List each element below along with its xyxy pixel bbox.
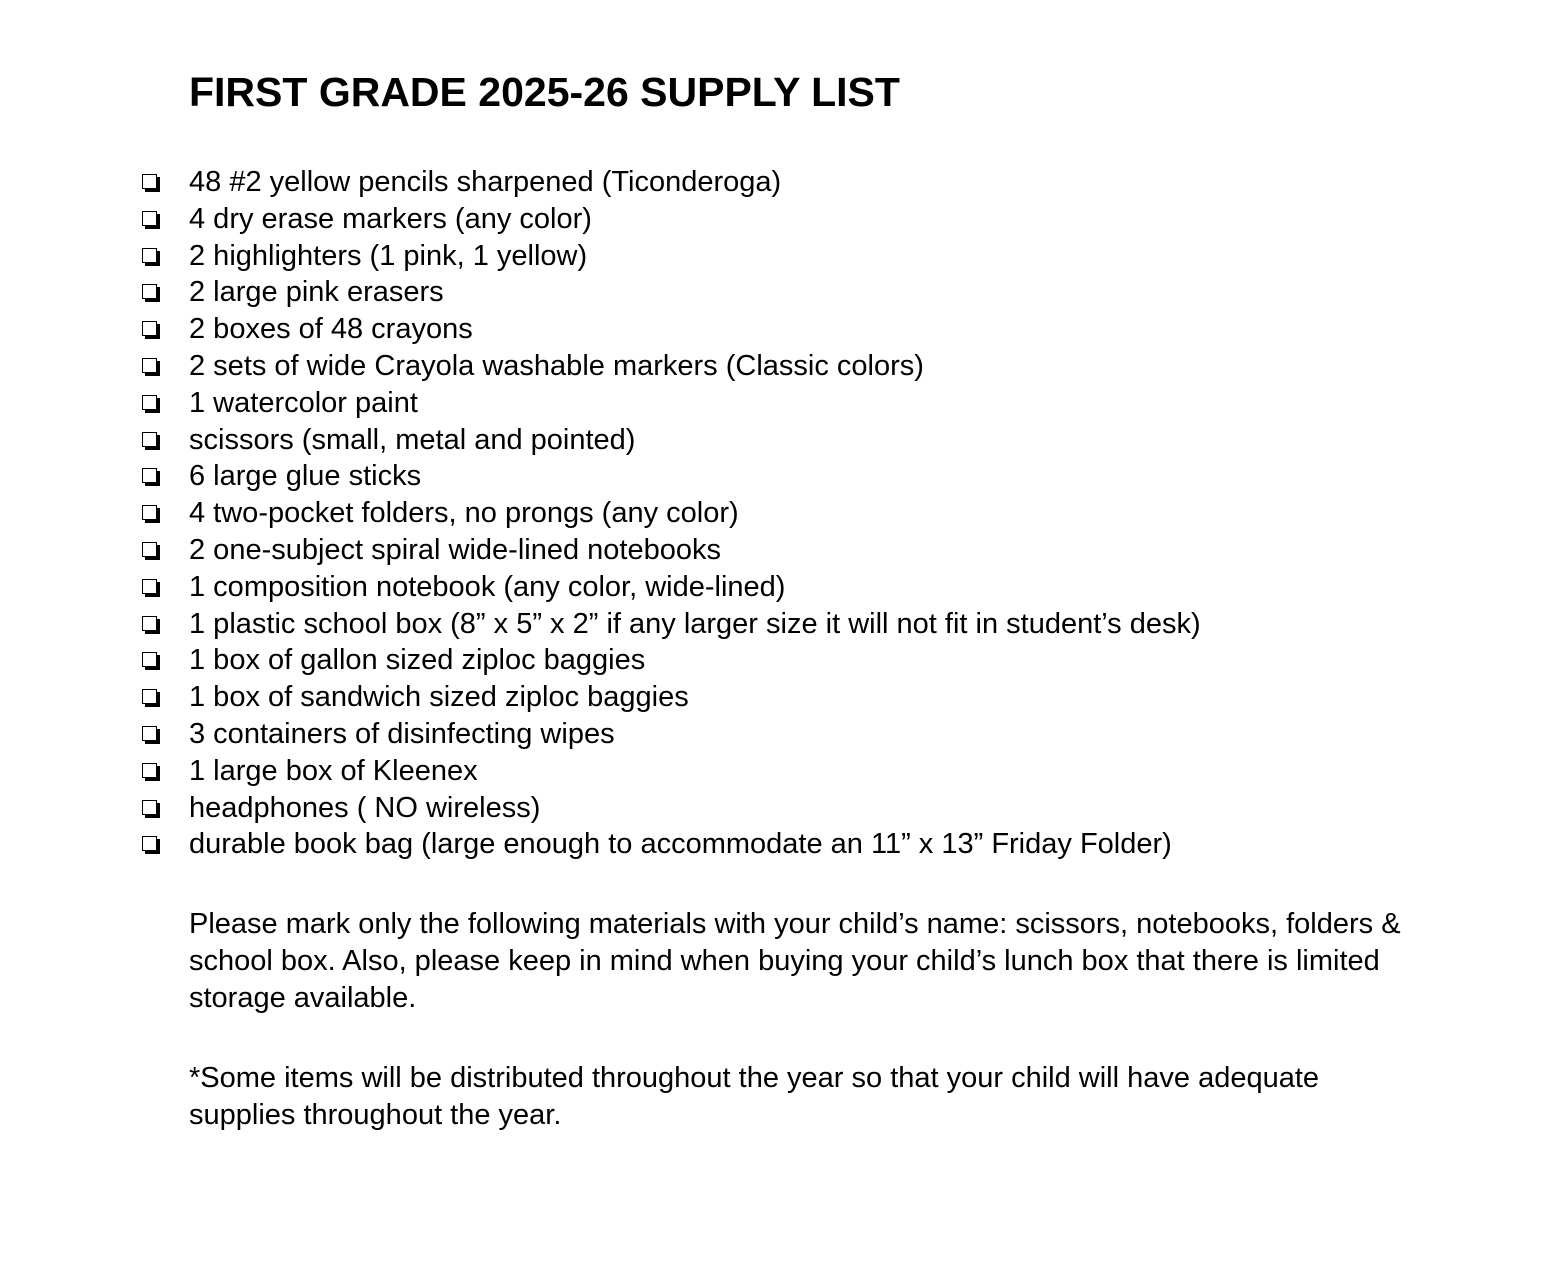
checkbox-icon[interactable]: [142, 174, 157, 189]
supply-item-label: 1 watercolor paint: [189, 386, 418, 419]
checkbox-icon[interactable]: [142, 505, 157, 520]
checkbox-icon[interactable]: [142, 468, 157, 483]
supply-item-label: 1 composition notebook (any color, wide-lined): [189, 570, 786, 603]
supply-item-label: headphones ( NO wireless): [189, 791, 541, 824]
checkbox-icon[interactable]: [142, 800, 157, 815]
checkbox-icon[interactable]: [142, 616, 157, 631]
supply-item-label: 4 two-pocket folders, no prongs (any color): [189, 497, 739, 530]
supply-item-label: 2 large pink erasers: [189, 276, 444, 309]
supply-item-label: 1 large box of Kleenex: [189, 754, 478, 787]
checkbox-icon[interactable]: [142, 542, 157, 557]
checkbox-icon[interactable]: [142, 652, 157, 667]
supply-item-label: scissors (small, metal and pointed): [189, 423, 636, 456]
supply-item-label: 1 plastic school box (8” x 5” x 2” if any larger size it will not fit in student’s desk): [189, 607, 1201, 640]
supply-item-label: 2 sets of wide Crayola washable markers (Classic colors): [189, 349, 924, 382]
checkbox-icon[interactable]: [142, 689, 157, 704]
checkbox-icon[interactable]: [142, 395, 157, 410]
checkbox-icon[interactable]: [142, 284, 157, 299]
checkbox-icon[interactable]: [142, 579, 157, 594]
checkbox-icon[interactable]: [142, 211, 157, 226]
checkbox-icon[interactable]: [142, 358, 157, 373]
supply-item-label: 2 highlighters (1 pink, 1 yellow): [189, 239, 588, 272]
checkbox-icon[interactable]: [142, 321, 157, 336]
distribution-note: *Some items will be distributed throughout the year so that your child will have adequate supplies throughout the year.: [189, 1062, 1320, 1131]
supply-item-label: 2 one-subject spiral wide-lined notebooks: [189, 533, 721, 566]
checkbox-icon[interactable]: [142, 763, 157, 778]
page-title: FIRST GRADE 2025-26 SUPPLY LIST: [189, 69, 900, 115]
supply-item-label: 2 boxes of 48 crayons: [189, 313, 473, 346]
supply-item-label: durable book bag (large enough to accommodate an 11” x 13” Friday Folder): [189, 828, 1172, 861]
checkbox-icon[interactable]: [142, 432, 157, 447]
supply-item-label: 1 box of sandwich sized ziploc baggies: [189, 681, 689, 714]
supply-item-label: 4 dry erase markers (any color): [189, 202, 592, 235]
checkbox-icon[interactable]: [142, 248, 157, 263]
supply-item-label: 48 #2 yellow pencils sharpened (Ticonderoga): [189, 166, 782, 198]
supply-item-label: 3 containers of disinfecting wipes: [189, 717, 615, 750]
supply-item-label: 6 large glue sticks: [189, 460, 422, 493]
supply-item-label: 1 box of gallon sized ziploc baggies: [189, 644, 646, 677]
checkbox-icon[interactable]: [142, 726, 157, 741]
checkbox-icon[interactable]: [142, 836, 157, 851]
labeling-instructions: Please mark only the following materials with your child’s name: scissors, notebooks, folders & school box. Also, please keep in mind when buying your child’s lunch box that there is limited storage available.: [189, 908, 1401, 1014]
